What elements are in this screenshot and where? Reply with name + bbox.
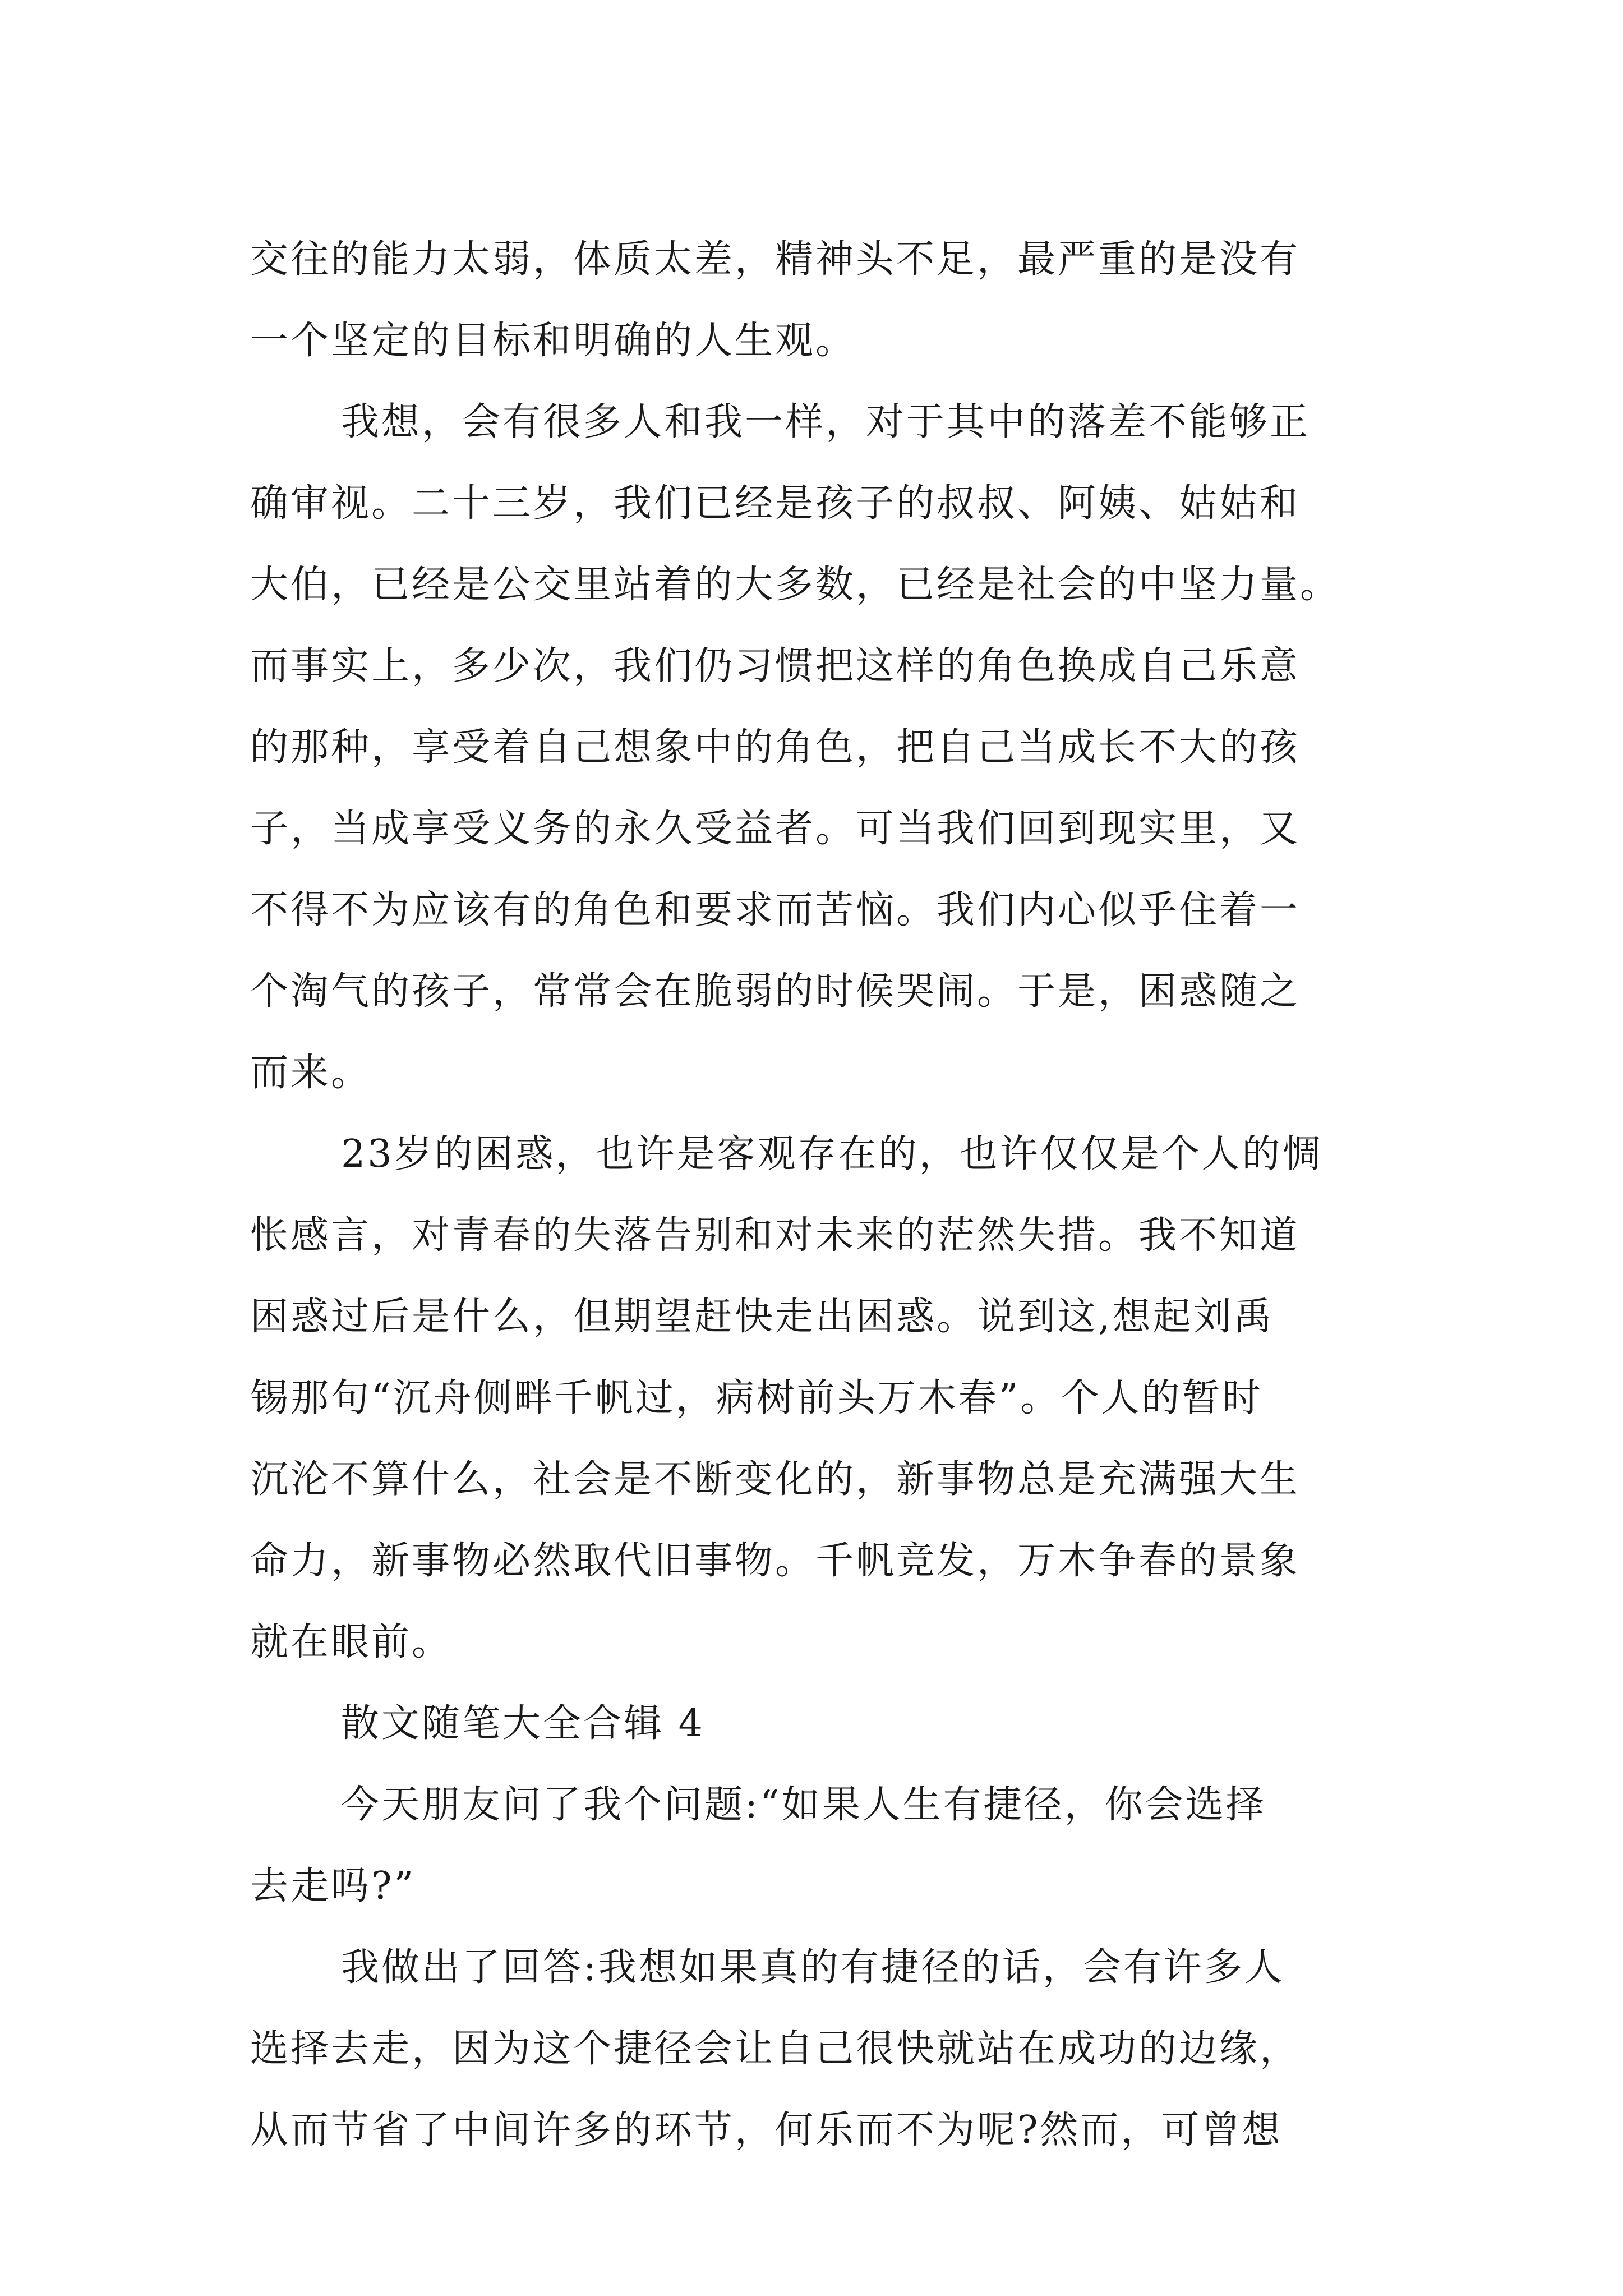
text-line: 子，当成享受义务的永久受益者。可当我们回到现实里，又 [250,807,1301,851]
text-line: 散文随笔大全合辑 4 [341,1701,705,1746]
text-line: 锡那句“沉舟侧畔千帆过，病树前头万木春”。个人的暂时 [250,1376,1263,1420]
text-line: 去走吗?” [250,1864,416,1908]
text-line: 从而节省了中间许多的环节，何乐而不为呢?然而，可曾想 [250,2108,1283,2152]
text-line: 确审视。二十三岁，我们已经是孩子的叔叔、阿姨、姑姑和 [250,481,1301,526]
text-line: 就在眼前。 [250,1620,453,1664]
body-text [250,219,1377,2171]
text-line: 个淘气的孩子，常常会在脆弱的时候哭闹。于是，困惑随之 [250,969,1301,1014]
text-line: 我做出了回答:我想如果真的有捷径的话，会有许多人 [341,1945,1285,1990]
text-line: 的那种，享受着自己想象中的角色，把自己当成长不大的孩 [250,725,1301,770]
text-line: 不得不为应该有的角色和要求而苦恼。我们内心似乎住着一 [250,888,1301,932]
text-line: 困惑过后是什么，但期望赶快走出困惑。说到这,想起刘禹 [250,1295,1274,1339]
text-line: 大伯，已经是公交里站着的大多数，已经是社会的中坚力量。 [250,563,1341,607]
text-line: 今天朋友问了我个问题:“如果人生有捷径，你会选择 [341,1783,1266,1827]
text-line: 沉沦不算什么，社会是不断变化的，新事物总是充满强大生 [250,1457,1301,1502]
text-line: 选择去走，因为这个捷径会让自己很快就站在成功的边缘， [250,2027,1301,2071]
text-line: 而事实上，多少次，我们仍习惯把这样的角色换成自己乐意 [250,644,1301,688]
text-line: 23岁的困惑，也许是客观存在的，也许仅仅是个人的惆 [341,1132,1323,1176]
text-line: 交往的能力太弱，体质太差，精神头不足，最严重的是没有 [250,237,1301,282]
text-line: 而来。 [250,1051,372,1095]
text-line: 一个坚定的目标和明确的人生观。 [250,319,856,363]
text-line: 命力，新事物必然取代旧事物。千帆竞发，万木争春的景象 [250,1539,1301,1583]
text-line: 怅感言，对青春的失落告别和对未来的茫然失措。我不知道 [250,1213,1301,1258]
text-line: 我想，会有很多人和我一样，对于其中的落差不能够正 [341,400,1311,444]
